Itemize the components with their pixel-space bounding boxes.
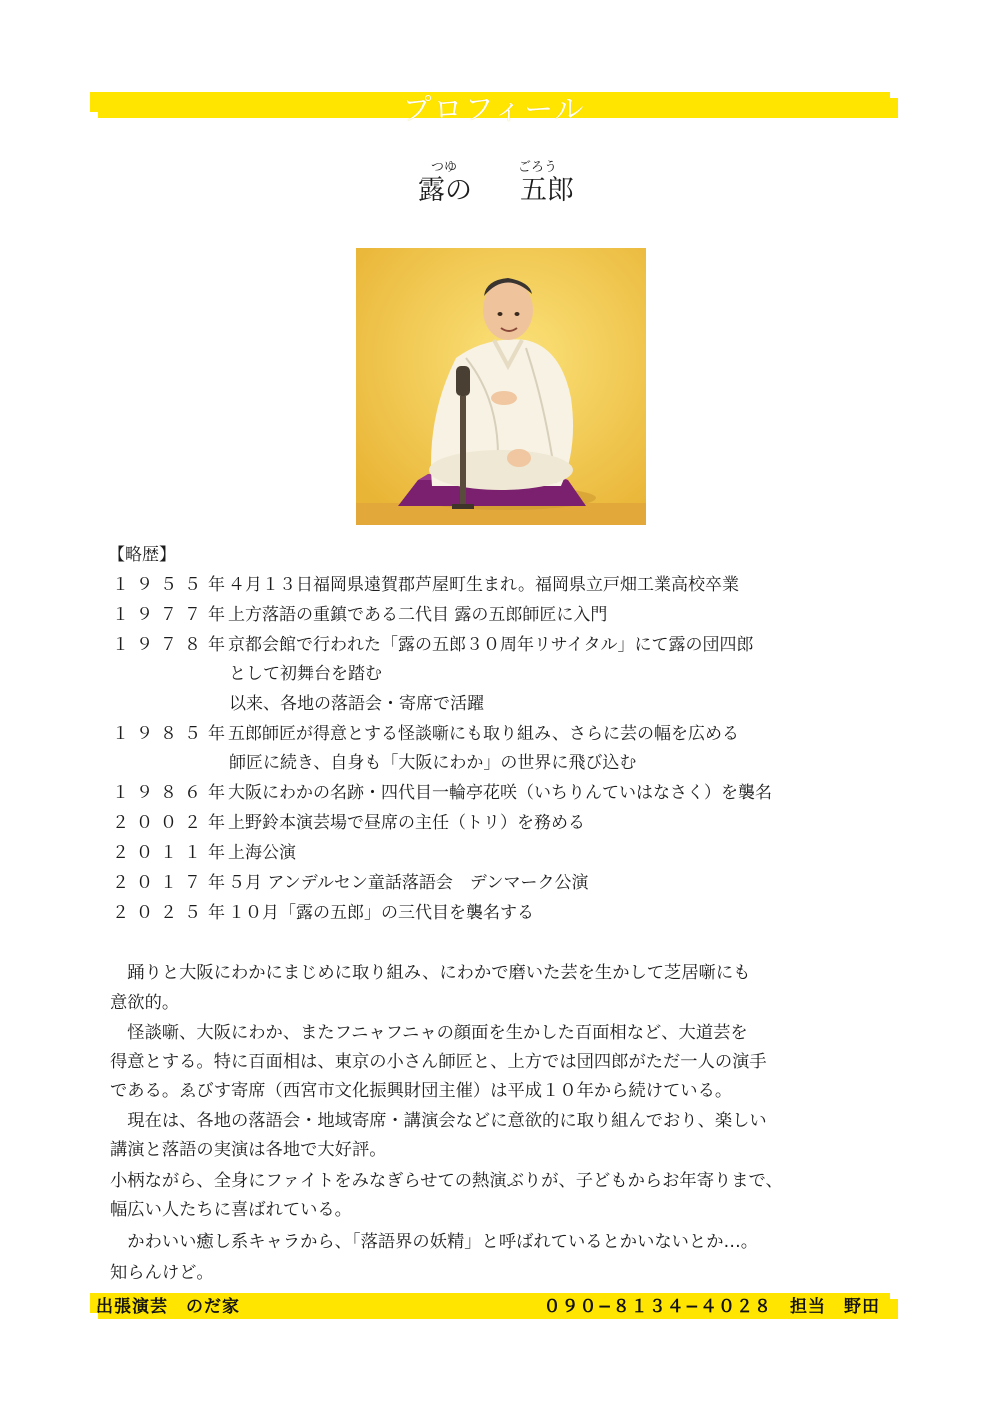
description-line: 踊りと大阪にわかにまじめに取り組み、にわかで磨いた芸を生かして芝居噺にも (110, 963, 751, 983)
career-entry-1985 (112, 719, 739, 744)
name-ruby-1: つゆ (431, 160, 458, 175)
career-entry-2002 (112, 808, 585, 833)
career-text-continued: 師匠に続き、自身も「大阪にわか」の世界に飛び込む (229, 753, 637, 773)
description-line: 幅広い人たちに喜ばれている。 (110, 1200, 352, 1220)
career-text: 上野鈴本演芸場で昼席の主任（トリ）を務める (228, 813, 585, 833)
career-heading: 【略歴】 (108, 545, 176, 565)
description-line: 知らんけど。 (110, 1263, 214, 1283)
career-entry-2011 (112, 838, 296, 863)
description-line: 講演と落語の実演は各地で大好評。 (110, 1140, 387, 1160)
description-line: 現在は、各地の落語会・地域寄席・講演会などに意欲的に取り組んでおり、楽しい (110, 1111, 767, 1131)
description-line: である。ゑびす寄席（西宮市文化振興財団主催）は平成１０年から続けている。 (110, 1081, 733, 1101)
career-text-continued: 以来、各地の落語会・寄席で活躍 (229, 694, 484, 714)
career-text: １０月「露の五郎」の三代目を襲名する (228, 903, 534, 923)
contact-phone: ０９０−８１３４−４０２８ 担当 野田 (543, 1297, 880, 1317)
title-banner (90, 92, 898, 126)
name-ruby-2: ごろう (518, 160, 558, 175)
troupe-name: 出張演芸 のだ家 (96, 1297, 240, 1317)
career-entry-1955 (112, 570, 739, 595)
career-text: ５月 アンデルセン童話落語会 デンマーク公演 (228, 873, 589, 893)
career-entry-2025 (112, 898, 534, 923)
description-line: 怪談噺、大阪にわか、またフニャフニャの顔面を生かした百面相など、大道芸を (110, 1023, 748, 1043)
career-year: １９７７年 (112, 605, 232, 625)
career-year: １９８６年 (112, 783, 232, 803)
performer-name-2: 五郎 (520, 175, 574, 206)
career-year: ２０１１年 (112, 843, 232, 863)
career-year: ２０１７年 (112, 873, 232, 893)
career-text-continued: として初舞台を踏む (229, 664, 382, 684)
page-title: プロフィール (402, 92, 586, 126)
career-text: 上海公演 (228, 843, 296, 863)
career-text: 上方落語の重鎮である二代目 露の五郎師匠に入門 (228, 605, 608, 625)
career-text: ４月１３日福岡県遠賀郡芦屋町生まれ。福岡県立戸畑工業高校卒業 (228, 575, 740, 595)
contact-banner (90, 1293, 898, 1321)
career-year: １９８５年 (112, 724, 232, 744)
career-year: ２０２５年 (112, 903, 232, 923)
career-year: １９５５年 (112, 575, 232, 595)
performer-name-1: 露の (418, 175, 472, 206)
description-line: 小柄ながら、全身にファイトをみなぎらせての熱演ぶりが、子どもからお年寄りまで、 (110, 1171, 783, 1191)
career-text: 京都会館で行われた「露の五郎３０周年リサイタル」にて露の団四郎 (228, 635, 754, 655)
career-entry-1986 (112, 778, 772, 803)
description-line: 意欲的。 (110, 993, 180, 1013)
career-text: 大阪にわかの名跡・四代目一輪亭花咲（いちりんていはなさく）を襲名 (228, 783, 772, 803)
career-entry-1977 (112, 600, 607, 625)
career-entry-2017 (112, 868, 589, 893)
career-entry-1978 (112, 630, 753, 655)
description-line: 得意とする。特に百面相は、東京の小さん師匠と、上方では団四郎がただ一人の演手 (110, 1052, 767, 1072)
career-text: 五郎師匠が得意とする怪談噺にも取り組み、さらに芸の幅を広める (228, 724, 740, 744)
career-year: ２００２年 (112, 813, 232, 833)
career-year: １９７８年 (112, 635, 232, 655)
description-line: かわいい癒し系キャラから、「落語界の妖精」と呼ばれているとかいないとか…。 (110, 1232, 759, 1252)
performer-photo (356, 248, 646, 525)
